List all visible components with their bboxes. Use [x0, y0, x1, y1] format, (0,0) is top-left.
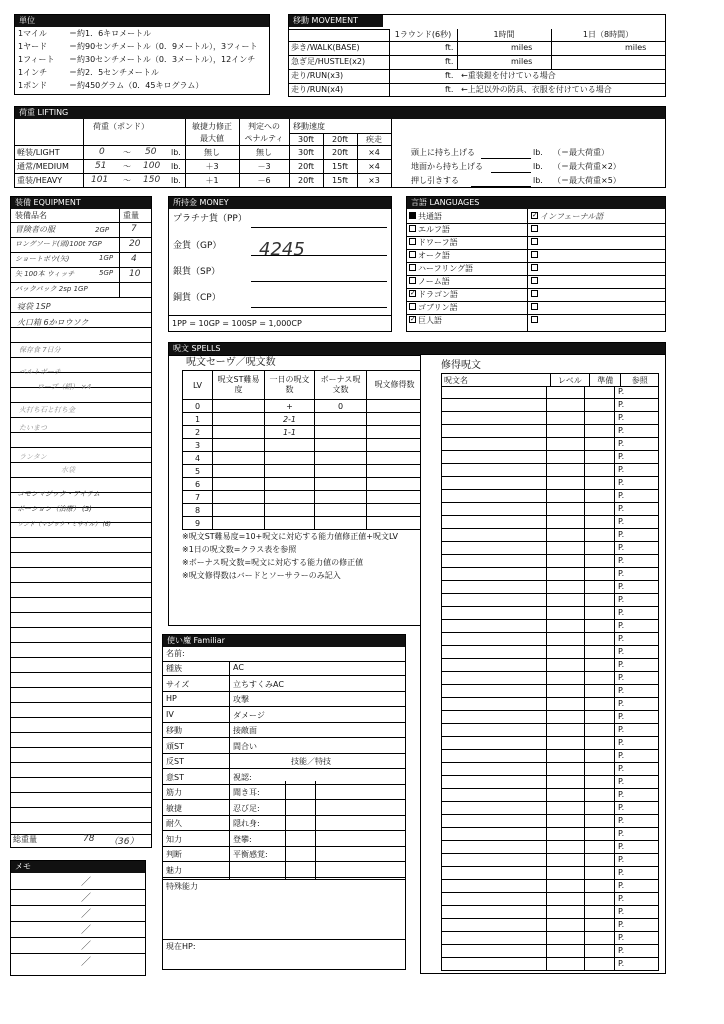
known-spell-row [441, 607, 659, 620]
language-blank[interactable] [531, 264, 540, 274]
checkbox-icon [531, 225, 538, 232]
total-weight-value: 78 [83, 834, 95, 844]
page-ref: P. [618, 894, 625, 903]
known-spell-row [441, 698, 659, 711]
lift-row-light: 軽装/LIGHT [17, 148, 60, 157]
spell-level-row: 4 [183, 452, 423, 465]
familiar-combat-label: AC [233, 663, 244, 672]
movement-panel: 移動 MOVEMENT 1ラウンド(6秒) 1時間 1日（8時間） 歩き/WALK(BASE) ft. miles miles 急ぎ足/HUSTLE(x2) ft. miles 走り/RUN(x3) ft. ←重装鎧を付けている場合 走り/RUN(x4) ft. ←上記以外の防具、衣服を付けている場合 [288, 14, 666, 97]
known-spell-row [441, 867, 659, 880]
known-spell-row [441, 776, 659, 789]
familiar-panel [162, 634, 406, 970]
page-ref: P. [618, 959, 625, 968]
known-spells-panel [420, 354, 666, 974]
language-blank[interactable] [531, 303, 540, 313]
known-spell-row [441, 893, 659, 906]
known-spell-row [441, 841, 659, 854]
money-gold: 金貨（GP） [173, 241, 222, 251]
familiar-stat-label: 筋力 [166, 788, 182, 797]
familiar-combat-label: ダメージ [233, 710, 265, 720]
known-spell-row [441, 555, 659, 568]
notes-panel: メモ ／ ／ ／ ／ ／ ／ [10, 860, 146, 976]
page-ref: P. [618, 387, 625, 396]
lift-overhead: 頭上に持ち上げる [411, 148, 475, 157]
checkbox-icon [409, 212, 416, 219]
page-ref: P. [618, 699, 625, 708]
language-dwarven[interactable]: ドワーフ語 [409, 238, 458, 248]
page-ref: P. [618, 582, 625, 591]
known-spell-row [441, 451, 659, 464]
known-spell-row [441, 620, 659, 633]
total-weight-label: 総重量 [13, 835, 37, 844]
unit-row: 1ヤード [18, 42, 48, 51]
page-ref: P. [618, 517, 625, 526]
equipment-note: ロープ（絹） ×4 [37, 383, 92, 391]
familiar-stat-label: 知力 [166, 834, 182, 844]
page-ref: P. [618, 595, 625, 604]
page-ref: P. [618, 491, 625, 500]
known-spell-row [441, 425, 659, 438]
language-blank[interactable] [531, 277, 540, 287]
known-spell-row [441, 464, 659, 477]
page-ref: P. [618, 777, 625, 786]
spell-note: ※呪文修得数はバードとソーサラーのみ記入 [182, 571, 341, 580]
move-row-run4: 走り/RUN(x4) [291, 85, 344, 94]
equipment-item: ショートボウ(矢) [15, 255, 70, 263]
page-ref: P. [618, 569, 625, 578]
checkbox-checked-icon: ✓ [410, 315, 416, 323]
lifting-panel: 荷重 LIFTING 荷重（ポンド） 敏捷力修正 最大値 判定への ペナルティ 移動速度 30ft 20ft 疾走 軽装/LIGHT 0 ～ 50 lb. 無し 無し 30ft 20ft ×4 通常/MEDIUM 51 ～ 100 lb. ＋3 －3 20ft 15ft ×4 重装/HEAVY 101 ～ 150 lb. ＋1 －6 20ft 15ft ×3 頭上に持ち上げる lb. （＝最大荷重） 地面から持ち上げる lb. （＝最大荷重×2） 押し引きする lb. （＝最大荷重×5） [14, 106, 666, 188]
checkbox-icon [531, 264, 538, 271]
equipment-item: ロングソード(頭)100t 7GP [15, 240, 102, 248]
equipment-note: 火打ち石と打ち金 [19, 406, 75, 414]
known-spell-row [441, 477, 659, 490]
lifting-header: 荷重 LIFTING [15, 107, 665, 119]
known-spell-row [441, 932, 659, 945]
page-ref: P. [618, 920, 625, 929]
col-item: 装備品名 [15, 211, 47, 220]
familiar-stat-label: 反ST [166, 757, 184, 766]
spell-note: ※1日の呪文数=クラス表を参照 [182, 545, 297, 554]
unit-row: 1ポンド [18, 81, 48, 90]
spell-level-row: 3 [183, 439, 423, 452]
language-blank[interactable] [531, 225, 540, 235]
familiar-skill: 登攀: [233, 834, 252, 844]
page-ref: P. [618, 829, 625, 838]
page-ref: P. [618, 413, 625, 422]
col-day: 1日（8時間） [582, 30, 634, 39]
known-spell-row [441, 854, 659, 867]
equipment-note: 水袋 [61, 466, 75, 474]
familiar-combat-label: 攻撃 [233, 695, 249, 704]
money-header: 所持金 MONEY [169, 197, 391, 209]
languages-header: 言語 LANGUAGES [407, 197, 665, 209]
money-rate: 1PP = 10GP = 100SP = 1,000CP [172, 319, 302, 328]
checkbox-icon [531, 277, 538, 284]
known-spell-row [441, 438, 659, 451]
page-ref: P. [618, 400, 625, 409]
known-spell-row [441, 581, 659, 594]
known-spell-row [441, 412, 659, 425]
known-spell-row [441, 646, 659, 659]
spell-level-row: 7 [183, 491, 423, 504]
page-ref: P. [618, 803, 625, 812]
familiar-skill: 視認: [233, 772, 252, 782]
language-elven[interactable]: エルフ語 [409, 225, 450, 235]
known-spells-table: 呪文名 レベル 準備 参照 [441, 373, 659, 387]
known-spell-row [441, 919, 659, 932]
equipment-note: コモンマジック・アイテム [17, 490, 101, 498]
page-ref: P. [618, 556, 625, 565]
known-spell-row [441, 503, 659, 516]
known-spell-row [441, 399, 659, 412]
checkbox-icon [531, 290, 538, 297]
page-ref: P. [618, 907, 625, 916]
money-panel [168, 196, 392, 332]
familiar-stat-label: IV [166, 709, 174, 719]
spell-level-row: 1 2-1 [183, 413, 423, 426]
known-spell-row [441, 906, 659, 919]
spell-save-table: LV 呪文ST難易度 一日の呪文数 ボーナス呪文数 呪文修得数 0 + 0 1 2-1 2 1-1 3 4 5 6 7 8 9 [182, 370, 423, 530]
known-spell-row [441, 633, 659, 646]
lift-ground: 地面から持ち上げる [411, 162, 483, 171]
language-goblin[interactable]: ゴブリン語 [409, 303, 458, 313]
known-spell-row [441, 750, 659, 763]
languages-panel [406, 196, 666, 332]
unit-value: ＝約30センチメートル（0．3メートル），12インチ [69, 55, 256, 64]
page-ref: P. [618, 764, 625, 773]
checkbox-icon [409, 303, 416, 310]
page-ref: P. [618, 712, 625, 721]
unit-row: 1マイル [18, 29, 47, 38]
known-spells-rows [441, 386, 659, 971]
known-spell-row [441, 516, 659, 529]
known-spell-row [441, 659, 659, 672]
spell-level-row: 0 + 0 [183, 400, 423, 413]
familiar-stat-label: 頑ST [166, 741, 184, 751]
checkbox-icon [531, 316, 538, 323]
lift-row-medium: 通常/MEDIUM [17, 162, 69, 171]
equipment-note: ワンド（マジック・ミサイル） (6) [17, 521, 111, 528]
gold-amount: 4245 [259, 239, 305, 260]
equipment-note: ポーション（治療） (5) [17, 505, 92, 513]
language-blank[interactable] [531, 251, 540, 261]
equipment-note: ランタン [19, 453, 47, 461]
col-item-weight: 重量 [123, 211, 139, 220]
known-spell-row [441, 685, 659, 698]
spell-level-row: 8 [183, 504, 423, 517]
equipment-item: バックパック 2sp 1GP [15, 285, 88, 293]
unit-value: ＝約90センチメートル（0．9メートル），3フィート [69, 42, 258, 51]
familiar-stat-label: 魅力 [166, 865, 182, 875]
page-ref: P. [618, 686, 625, 695]
money-platinum: プラチナ貨（PP） [173, 214, 247, 224]
move-row-hustle: 急ぎ足/HUSTLE(x2) [291, 57, 366, 66]
known-spell-row [441, 958, 659, 971]
familiar-stat-label: 移動 [166, 726, 182, 735]
familiar-skill: 聞き耳: [233, 788, 260, 797]
checkbox-icon [531, 303, 538, 310]
language-giant[interactable]: ✓ 巨人語 [410, 315, 442, 325]
equipment-item: 矢 100本 ウィッチ [15, 270, 75, 278]
spell-level-row: 5 [183, 465, 423, 478]
page-ref: P. [618, 842, 625, 851]
equipment-note: 火口箱 6かロウソク [17, 318, 89, 327]
language-common[interactable]: 共通語 [409, 212, 442, 222]
known-spell-row [441, 594, 659, 607]
spells-header: 呪文 SPELLS [168, 342, 666, 356]
page-ref: P. [618, 933, 625, 942]
known-spell-row [441, 542, 659, 555]
equipment-item: 冒険者の服 [15, 225, 55, 234]
familiar-skill: 隠れ身: [233, 819, 260, 828]
page-ref: P. [618, 530, 625, 539]
familiar-skill: 平衡感覚: [233, 850, 268, 859]
familiar-combat-label: 立ちすくみAC [233, 679, 284, 689]
equipment-header: 装備 EQUIPMENT [11, 197, 151, 209]
move-row-run3: 走り/RUN(x3) [291, 71, 344, 80]
money-silver: 銀貨（SP） [173, 267, 221, 277]
lift-row-heavy: 重装/HEAVY [17, 176, 63, 185]
page-ref: P. [618, 608, 625, 617]
language-halfling[interactable]: ハーフリング語 [409, 264, 473, 274]
spell-level-row: 6 [183, 478, 423, 491]
page-ref: P. [618, 673, 625, 682]
spell-save-title: 呪文セーヴ／呪文数 [186, 357, 276, 368]
spell-level-row: 9 [183, 517, 423, 530]
known-spell-row [441, 386, 659, 399]
known-spells-title: 修得呪文 [441, 360, 481, 371]
language-draconic[interactable]: ✓ ドラゴン語 [410, 289, 458, 299]
checkbox-icon [409, 277, 416, 284]
language-blank[interactable] [531, 290, 540, 300]
move-row-walk: 歩き/WALK(BASE) [291, 43, 360, 52]
familiar-stat-label: 判断 [166, 850, 182, 859]
checkbox-icon [409, 225, 416, 232]
known-spell-row [441, 737, 659, 750]
known-spell-row [441, 724, 659, 737]
spell-note: ※ボーナス呪文数=呪文に対応する能力値の修正値 [182, 558, 364, 567]
familiar-stat-label: 種族 [166, 664, 182, 673]
language-blank[interactable] [531, 316, 540, 326]
checkbox-icon [531, 238, 538, 245]
page-ref: P. [618, 946, 625, 955]
familiar-stat-label: 耐久 [166, 819, 182, 828]
page-ref: P. [618, 504, 625, 513]
familiar-stat-label: 敏捷 [166, 803, 182, 813]
known-spell-row [441, 490, 659, 503]
spell-level-row: 2 1-1 [183, 426, 423, 439]
known-spell-row [441, 815, 659, 828]
known-spell-row [441, 789, 659, 802]
checkbox-icon [531, 251, 538, 258]
page-ref: P. [618, 881, 625, 890]
familiar-stat-label: HP [166, 694, 177, 703]
equipment-note: ベルトポーチ [19, 368, 61, 376]
units-header: 単位 [15, 15, 269, 27]
col-round: 1ラウンド(6秒) [394, 30, 452, 39]
familiar-skill: 忍び足: [233, 803, 260, 813]
page-ref: P. [618, 621, 625, 630]
unit-row: 1インチ [18, 68, 48, 77]
total-weight-paren: （36） [109, 837, 139, 847]
page-ref: P. [618, 426, 625, 435]
equipment-note: 寝袋 1SP [17, 302, 51, 311]
unit-value: ＝約1．6キロメートル [69, 29, 152, 38]
unit-row: 1フィート [18, 55, 55, 64]
known-spell-row [441, 828, 659, 841]
checkbox-icon [409, 238, 416, 245]
page-ref: P. [618, 465, 625, 474]
known-spell-row [441, 672, 659, 685]
notes-header: メモ [11, 861, 145, 873]
movement-header: 移動 MOVEMENT [289, 15, 383, 27]
familiar-header: 使い魔 Familiar [163, 635, 405, 647]
equipment-panel: 装備 EQUIPMENT 装備品名 重量 冒険者の服 2GP 7 ロングソード(頭)100t 7GP 20 ショートボウ(矢) 1GP 4 矢 100本 ウィッチ 5GP 10 バックパック 2sp 1GP 寝袋 1SP 火口箱 6かロウソク 保存食 7日分 ベルトポーチ ロープ（絹） ×4 火打ち石と打ち金 たいまつ ランタン 水袋 コモンマジック・アイテム ポーション（治療） (5) ワンド（マジック・ミサイル） (6) 総重量 78 （36） [10, 196, 152, 848]
known-spell-row [441, 711, 659, 724]
unit-value: ＝約2．5センチメートル [69, 68, 159, 77]
known-spell-row [441, 763, 659, 776]
familiar-special: 特殊能力 [166, 882, 198, 891]
familiar-name: 名前: [166, 649, 185, 658]
page-ref: P. [618, 738, 625, 747]
checkbox-icon [409, 264, 416, 271]
equipment-note: 保存食 7日分 [19, 346, 61, 354]
unit-value: ＝約450グラム（0．45キログラム） [69, 81, 204, 90]
page-ref: P. [618, 647, 625, 656]
familiar-skills-title: 技能／特技 [291, 757, 331, 766]
familiar-stat-label: 意ST [166, 772, 184, 782]
known-spell-row [441, 529, 659, 542]
known-spell-row [441, 880, 659, 893]
checkbox-icon [409, 251, 416, 258]
checkbox-checked-icon: ✓ [410, 289, 416, 297]
page-ref: P. [618, 439, 625, 448]
language-infernal[interactable]: ✓ インフェーナル語 [532, 211, 604, 221]
spell-note: ※呪文ST難易度=10+呪文に対応する能力値修正値+呪文LV [182, 532, 399, 541]
checkbox-checked-icon: ✓ [532, 211, 538, 219]
page-ref: P. [618, 855, 625, 864]
page-ref: P. [618, 660, 625, 669]
language-orc[interactable]: オーク語 [409, 251, 450, 261]
known-spell-row [441, 802, 659, 815]
page-ref: P. [618, 790, 625, 799]
lift-push: 押し引きする [411, 176, 459, 185]
page-ref: P. [618, 478, 625, 487]
known-spell-row [441, 945, 659, 958]
page-ref: P. [618, 634, 625, 643]
language-gnome[interactable]: ノーム語 [409, 277, 450, 287]
page-ref: P. [618, 751, 625, 760]
money-copper: 銅貨（CP） [173, 293, 221, 303]
col-weight: 荷重（ポンド） [93, 122, 149, 131]
known-spell-row [441, 568, 659, 581]
familiar-combat-label: 接敵面 [233, 726, 257, 735]
page-ref: P. [618, 725, 625, 734]
page-ref: P. [618, 816, 625, 825]
page-ref: P. [618, 868, 625, 877]
language-blank[interactable] [531, 238, 540, 248]
equipment-note: たいまつ [19, 424, 47, 432]
familiar-combat-label: 間合い [233, 741, 257, 751]
familiar-hp-now: 現在HP: [166, 942, 196, 951]
col-hour: 1時間 [493, 30, 515, 39]
units-panel [14, 14, 270, 95]
familiar-stat-label: サイズ [166, 679, 190, 689]
page-ref: P. [618, 452, 625, 461]
page-ref: P. [618, 543, 625, 552]
